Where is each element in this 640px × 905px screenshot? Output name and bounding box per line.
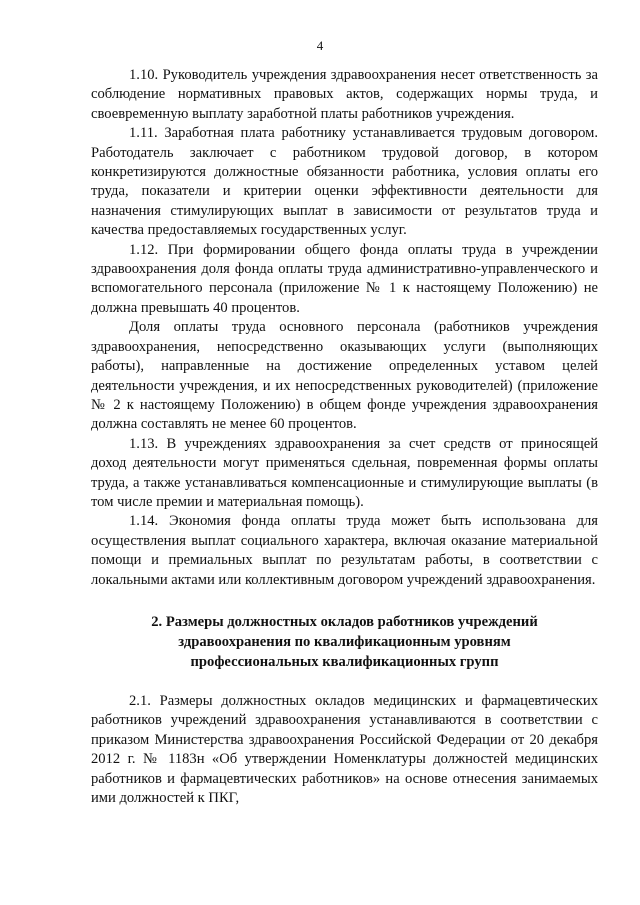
document-body: [91, 66, 598, 808]
paragraph-main-staff-share: Доля оплаты труда основного персонала (работников учреждения здравоохранения, непосредственно оказывающих услуги (выполняющих работы), направленные на достижение определенных уставом целей деятельности учреждения, и их непосредственных руководителей) (приложение № 2 к настоящему Положению) в общем фонде учреждения здравоохранения должна составлять не менее 60 процентов.: [91, 319, 598, 433]
paragraph-1-12: 1.12. При формировании общего фонда оплаты труда в учреждении здравоохранения доля фонда оплаты труда административно-управленческого и вспомогательного персонала (приложение № 1 к настоящему Положению) не должна превышать 40 процентов.: [91, 241, 598, 316]
paragraph-1-13: 1.13. В учреждениях здравоохранения за счет средств от приносящей доход деятельности могут применяться сдельная, повременная формы оплаты труда, а также устанавливаться компенсационные и стимулирующие выплаты (в том числе премии и материальная помощь).: [91, 435, 598, 510]
section-title-line: 2. Размеры должностных окладов работников учреждений: [151, 613, 538, 630]
paragraph-2-1: 2.1. Размеры должностных окладов медицинских и фармацевтических работников учреждений здравоохранения устанавливаются в соответствии с приказом Министерства здравоохранения Российской Федерации от 20 декабря 2012 г. № 1183н «Об утверждении Номенклатуры должностей медицинских работников и фармацевтических работников» на основе отнесения занимаемых ими должностей к ПКГ,: [91, 692, 598, 806]
paragraph-1-14: 1.14. Экономия фонда оплаты труда может быть использована для осуществления выплат социального характера, включая оказание материальной помощи и премиальных выплат по результатам работы, в соответствии с локальными актами или коллективным договором учреждений здравоохранения.: [91, 513, 598, 588]
paragraph-1-10: 1.10. Руководитель учреждения здравоохранения несет ответственность за соблюдение нормативных правовых актов, содержащих нормы труда, и своевременную выплату заработной платы работников учреждения.: [91, 67, 598, 122]
section-title: [91, 612, 598, 672]
section-title-line: здравоохранения по квалификационным уровням: [178, 633, 511, 650]
page-number: 4: [316, 38, 324, 53]
section-title-line: профессиональных квалификационных групп: [190, 653, 499, 670]
paragraph-1-11: 1.11. Заработная плата работнику устанавливается трудовым договором. Работодатель заключает с работником трудовой договор, в котором конкретизируются должностные обязанности работника, условия оплаты его труда, показатели и критерии оценки эффективности деятельности для назначения стимулирующих выплат в зависимости от результатов труда и качества предоставляемых государственных услуг.: [91, 125, 598, 239]
